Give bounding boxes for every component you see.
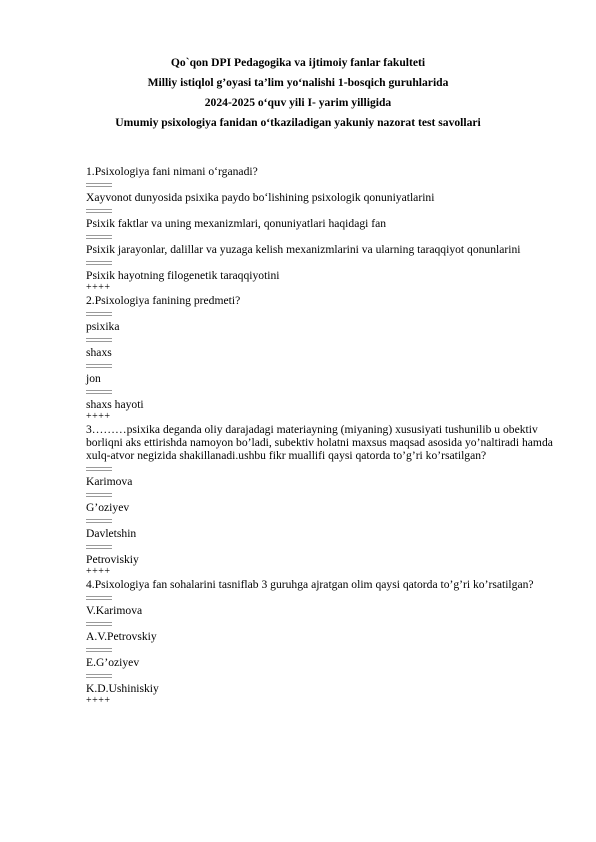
option-separator bbox=[86, 617, 556, 630]
question-block bbox=[86, 578, 556, 707]
answer-option: Davletshin bbox=[86, 527, 137, 540]
question-text: 2.Psixologiya fanining predmeti? bbox=[86, 294, 241, 307]
exam-title: Umumiy psixologiya fanidan o‘tkaziladigan yakuniy nazorat test savollari bbox=[115, 116, 481, 129]
question-text: 4.Psixologiya fan sohalarini tasniflab 3 guruhga ajratgan olim qaysi qatorda to’g’ri ko’rsatilgan? bbox=[86, 578, 534, 591]
option-separator bbox=[86, 514, 556, 527]
document-header bbox=[0, 56, 596, 136]
answer-option: A.V.Petrovskiy bbox=[86, 630, 157, 643]
direction-title: Milliy istiqlol g’oyasi ta’lim yo‘nalishi 1-bosqich guruhlarida bbox=[147, 76, 449, 89]
option-separator bbox=[86, 591, 556, 604]
question-end-marker: ++++ bbox=[86, 411, 111, 422]
question-text: 1.Psixologiya fani nimani o‘rganadi? bbox=[86, 165, 258, 178]
answer-option: Karimova bbox=[86, 475, 133, 488]
question-end-marker: ++++ bbox=[86, 566, 111, 577]
option-separator bbox=[86, 540, 556, 553]
answer-option: Xayvonot dunyosida psixika paydo bo‘lishining psixologik qonuniyatlarini bbox=[86, 191, 435, 204]
question-text: 3………psixika deganda oliy darajadagi materiayning (miyaning) xususiyati tushunilib u obektiv borliqni aks ettirishda namoyon bo’ladi, subektiv holatni maxsus maqsad asosida yo’naltiradi hamda xulq-atvor negizida shakillanadi.ushbu fikr muallifi qaysi qatorda to’g’ri ko’rsatilgan? bbox=[86, 423, 553, 462]
answer-option: jon bbox=[86, 372, 101, 385]
question-block bbox=[86, 294, 556, 423]
answer-option: Petroviskiy bbox=[86, 553, 139, 566]
answer-option: shaxs bbox=[86, 346, 112, 359]
answer-option: E.G’oziyev bbox=[86, 656, 140, 669]
academic-year: 2024-2025 o‘quv yili I- yarim yilligida bbox=[204, 96, 392, 109]
option-separator bbox=[86, 385, 556, 398]
answer-option: Psixik hayotning filogenetik taraqqiyotini bbox=[86, 269, 280, 282]
answer-option: G’oziyev bbox=[86, 501, 130, 514]
question-end-marker: ++++ bbox=[86, 695, 111, 706]
option-separator bbox=[86, 230, 556, 243]
question-block bbox=[86, 423, 556, 578]
question-end-marker: ++++ bbox=[86, 282, 111, 293]
option-separator bbox=[86, 669, 556, 682]
option-separator bbox=[86, 643, 556, 656]
option-separator bbox=[86, 488, 556, 501]
answer-option: shaxs hayoti bbox=[86, 398, 144, 411]
test-questions bbox=[86, 165, 556, 707]
option-separator bbox=[86, 178, 556, 191]
option-separator bbox=[86, 307, 556, 320]
option-separator bbox=[86, 204, 556, 217]
answer-option: Psixik faktlar va uning mexanizmlari, qonuniyatlari haqidagi fan bbox=[86, 217, 387, 230]
option-separator bbox=[86, 256, 556, 269]
faculty-title: Qo`qon DPI Pedagogika va ijtimoiy fanlar fakulteti bbox=[170, 56, 426, 69]
question-block bbox=[86, 165, 556, 294]
answer-option: K.D.Ushiniskiy bbox=[86, 682, 159, 695]
answer-option: V.Karimova bbox=[86, 604, 143, 617]
option-separator bbox=[86, 333, 556, 346]
option-separator bbox=[86, 359, 556, 372]
answer-option: Psixik jarayonlar, dalillar va yuzaga kelish mexanizmlarini va ularning taraqqiyot qonunlarini bbox=[86, 243, 521, 256]
option-separator bbox=[86, 462, 556, 475]
answer-option: psixika bbox=[86, 320, 120, 333]
